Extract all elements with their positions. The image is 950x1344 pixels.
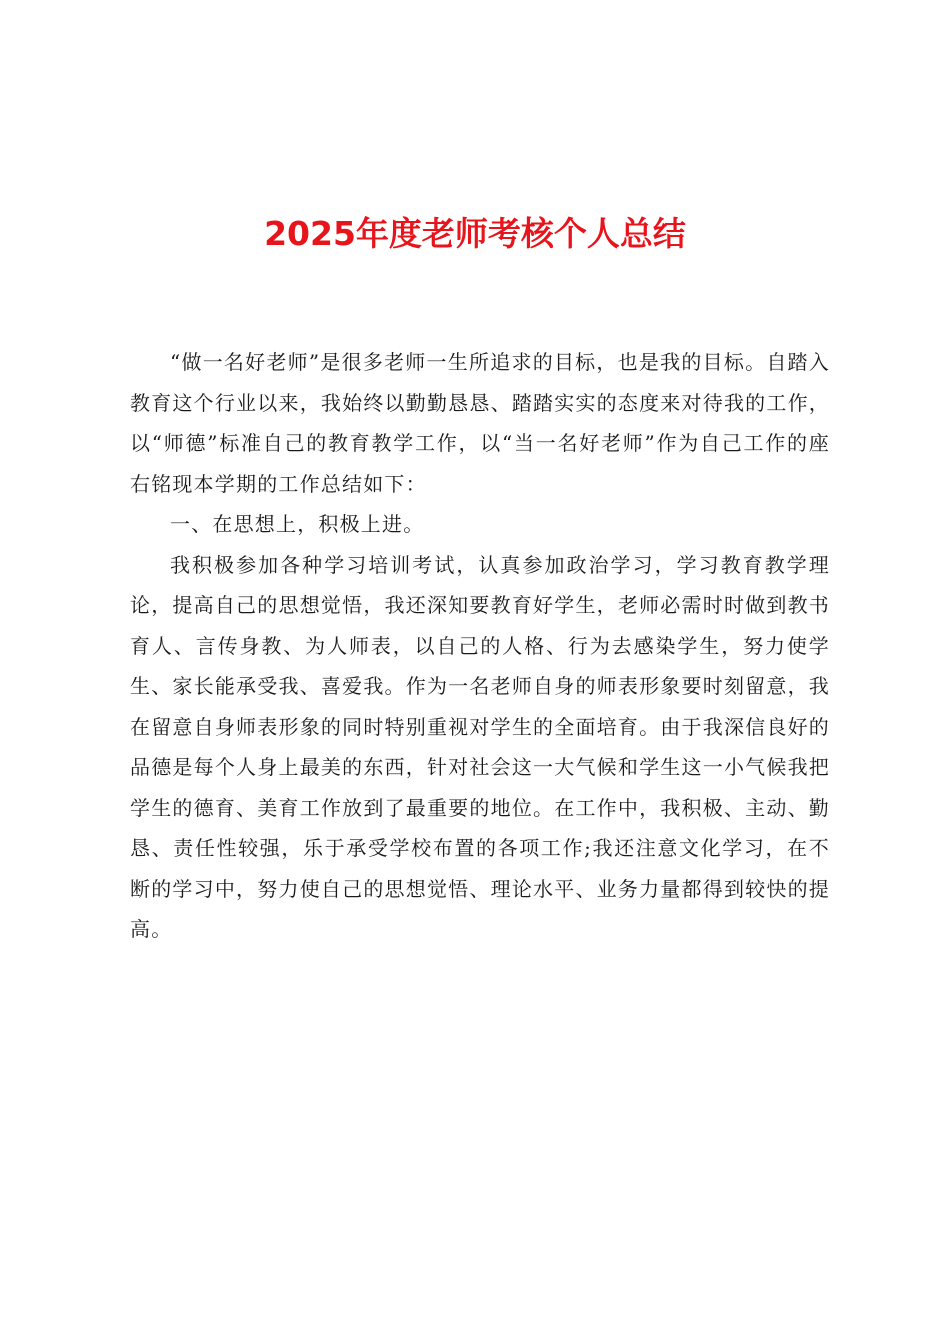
document-title: 2025年度老师考核个人总结: [264, 214, 686, 253]
paragraph-section-body: 我积极参加各种学习培训考试，认真参加政治学习，学习教育教学理论，提高自己的思想觉悟，我还深知要教育好学生，老师必需时时做到教书育人、言传身教、为人师表，以自己的人格、行为去感染学生，努力使学生、家长能承受我、喜爱我。作为一名老师自身的师表形象要时刻留意，我在留意自身师表形象的同时特别重视对学生的全面培育。由于我深信良好的品德是每个人身上最美的东西，针对社会这一大气候和学生这一小气候我把学生的德育、美育工作放到了最重要的地位。在工作中，我积极、主动、勤恳、责任性较强，乐于承受学校布置的各项工作;我还注意文化学习，在不断的学习中，努力使自己的思想觉悟、理论水平、业务力量都得到较快的提高。: [130, 552, 830, 941]
document-body: [130, 342, 830, 950]
paragraph-section-heading: 一、在思想上，积极上进。: [170, 512, 425, 536]
paragraph-intro: “做一名好老师”是很多老师一生所追求的目标，也是我的目标。自踏入教育这个行业以来，我始终以勤勤恳恳、踏踏实实的态度来对待我的工作，以“师德”标准自己的教育教学工作，以“当一名好老师”作为自己工作的座右铭现本学期的工作总结如下：: [130, 350, 830, 496]
